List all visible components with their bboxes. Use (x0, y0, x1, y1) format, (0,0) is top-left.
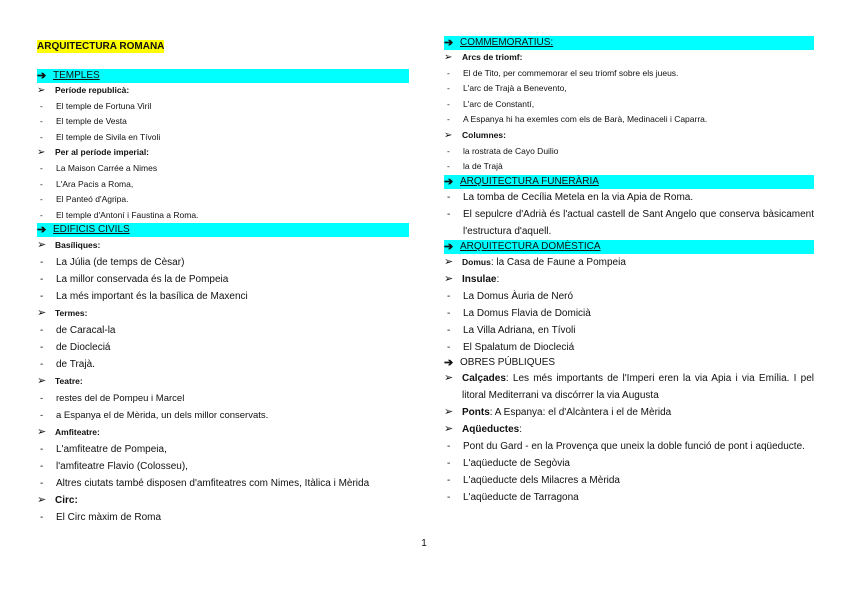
list-item: - restes del de Pompeu i Marcel (40, 393, 185, 405)
list-item: - El temple d'Antoní i Faustina a Roma. (40, 209, 199, 220)
list-item: - El Panteó d'Agripa. (40, 194, 129, 205)
section-temples (37, 69, 409, 83)
triangle-bullet-icon: ➢ (37, 85, 46, 96)
list-item: - a Espanya el de Mèrida, un dels millor conservats. (40, 410, 269, 422)
list-item: - L'Ara Pacis a Roma, (40, 178, 134, 189)
section-arquitectura-domestica (444, 240, 814, 254)
list-item: - El de Tito, per commemorar el seu triomf sobre els jueus. (447, 67, 679, 78)
triangle-bullet-icon: ➢ (444, 272, 454, 285)
commemoratius-content (444, 50, 814, 175)
list-item: - El temple de Sivila en Tívoli (40, 131, 161, 142)
list-item: - La Villa Adriana, en Tívoli (447, 324, 576, 336)
right-column (444, 36, 814, 506)
section-obres-publiques (444, 356, 814, 370)
section-edificis-civils (37, 223, 409, 237)
list-item: - La Domus Àuria de Neró (447, 290, 574, 302)
item-list (444, 144, 814, 175)
section-heading: ARQUITECTURA DOMÈSTICA (460, 240, 601, 252)
funeraria-content (444, 189, 814, 240)
triangle-bullet-icon: ➢ (37, 239, 47, 252)
page-number: 1 (421, 538, 427, 549)
arrow-icon: ➔ (37, 70, 47, 82)
group-title: ➢ Termes: (37, 305, 409, 322)
section-heading: TEMPLES (53, 70, 100, 81)
edificis-content (37, 237, 409, 526)
triangle-bullet-icon: ➢ (37, 307, 47, 320)
obres-content (444, 370, 814, 506)
left-column (37, 36, 409, 526)
item-list (444, 189, 814, 240)
triangle-bullet-icon: ➢ (37, 494, 47, 507)
temples-content (37, 83, 409, 223)
group-title: ➢ Per al període imperial: (37, 145, 409, 161)
item-list (37, 509, 409, 526)
domestica-content (444, 254, 814, 356)
triangle-bullet-icon: ➢ (444, 255, 454, 268)
section-commemoratius (444, 36, 814, 50)
triangle-bullet-icon: ➢ (444, 129, 453, 141)
arrow-icon: ➔ (444, 356, 454, 369)
item-list (444, 288, 814, 356)
triangle-bullet-icon: ➢ (444, 405, 454, 418)
group-title: ➢ Ponts: A Espanya: el d'Alcàntera i el de Mèrida (444, 404, 814, 421)
list-item: - El Spalatum de Diocleciá (447, 341, 575, 353)
list-item: - Altres ciutats també disposen d'amfiteatres com Nimes, Itàlica i Mèrida (40, 478, 370, 490)
section-arquitectura-funeraria (444, 175, 814, 189)
item-list (37, 99, 409, 146)
group-title: ➢ Amfiteatre: (37, 424, 409, 441)
item-list (444, 438, 814, 506)
arrow-icon: ➔ (444, 37, 454, 49)
triangle-bullet-icon: ➢ (37, 426, 47, 439)
list-item: - El temple de Fortuna Viril (40, 100, 152, 111)
item-list (37, 441, 409, 492)
list-item: - La Júlia (de temps de Cèsar) (40, 257, 185, 269)
item-list (37, 390, 409, 424)
group-title: ➢ Període republicà: (37, 83, 409, 99)
list-item: - L'arc de Constantí, (447, 98, 535, 109)
list-item: - L'amfiteatre de Pompeia, (40, 444, 167, 456)
item-list (37, 161, 409, 223)
list-item: - La Domus Flavia de Domicià (447, 307, 591, 319)
group-title: ➢ Calçades: Les més importants de l'Imperi eren la via Apia i via Emília. I pel litoral Mediterrani va discórrer la via Augusta (444, 370, 814, 404)
triangle-bullet-icon: ➢ (37, 147, 46, 159)
list-item: - La millor conservada és la de Pompeia (40, 274, 229, 286)
arrow-icon: ➔ (444, 240, 454, 253)
list-item: - L'arc de Trajà a Benevento, (447, 83, 567, 94)
item-list (444, 66, 814, 128)
group-title: ➢ Circ: (37, 492, 409, 509)
section-heading: COMMEMORATIUS: (460, 37, 554, 48)
list-item: - El Circ màxim de Roma (40, 512, 162, 524)
group-title: ➢ Domus: la Casa de Faune a Pompeia (444, 254, 814, 271)
triangle-bullet-icon: ➢ (444, 52, 453, 63)
list-item: - La Maison Carrée a Nimes (40, 162, 158, 173)
arrow-icon: ➔ (444, 175, 454, 188)
group-title: ➢ Insulae: (444, 271, 814, 288)
list-item: - La més important és la basílica de Maxenci (40, 291, 248, 303)
list-item: - la de Trajà (447, 161, 503, 172)
section-heading: EDIFICIS CIVILS (53, 224, 130, 236)
item-list (37, 322, 409, 373)
group-title: ➢ Arcs de triomf: (444, 50, 814, 66)
list-item: - Pont du Gard - en la Provença que uneix la doble funció de pont i aqüeducte. (447, 440, 805, 452)
list-item: - la rostrata de Cayo Duilio (447, 145, 559, 156)
group-title: ➢ Basíliques: (37, 237, 409, 254)
triangle-bullet-icon: ➢ (444, 422, 454, 435)
item-list (37, 254, 409, 305)
list-item: - El temple de Vesta (40, 116, 127, 127)
group-title: ➢ Columnes: (444, 128, 814, 144)
group-title: ➢ Aqüeductes: (444, 421, 814, 438)
triangle-bullet-icon: ➢ (37, 375, 47, 388)
arrow-icon: ➔ (37, 224, 47, 237)
list-item: - de Diocleciá (40, 342, 111, 354)
list-item: - de Trajà. (40, 359, 95, 371)
list-item: - de Caracal-la (40, 325, 116, 337)
section-heading: OBRES PÚBLIQUES (460, 356, 556, 368)
triangle-bullet-icon: ➢ (444, 371, 454, 384)
list-item: - L'aqüeducte dels Milacres a Mèrida (447, 474, 620, 486)
document-title: ARQUITECTURA ROMANA (37, 41, 165, 52)
group-title: ➢ Teatre: (37, 373, 409, 390)
section-heading: ARQUITECTURA FUNERÀRIA (460, 175, 599, 187)
list-item: - A Espanya hi ha exemles com els de Barà, Medinaceli i Caparra. (447, 114, 708, 125)
list-item: - La tomba de Cecília Metela en la via Apia de Roma. (447, 191, 694, 203)
list-item: - L'aqüeducte de Tarragona (447, 491, 579, 503)
list-item: - l'amfiteatre Flavio (Colosseu), (40, 461, 188, 473)
list-item: - L'aqüeducte de Segòvia (447, 457, 570, 469)
list-item: - El sepulcre d'Adrià és l'actual castell de Sant Angelo que conserva bàsicament l'estructura d'aquell. (447, 208, 814, 237)
